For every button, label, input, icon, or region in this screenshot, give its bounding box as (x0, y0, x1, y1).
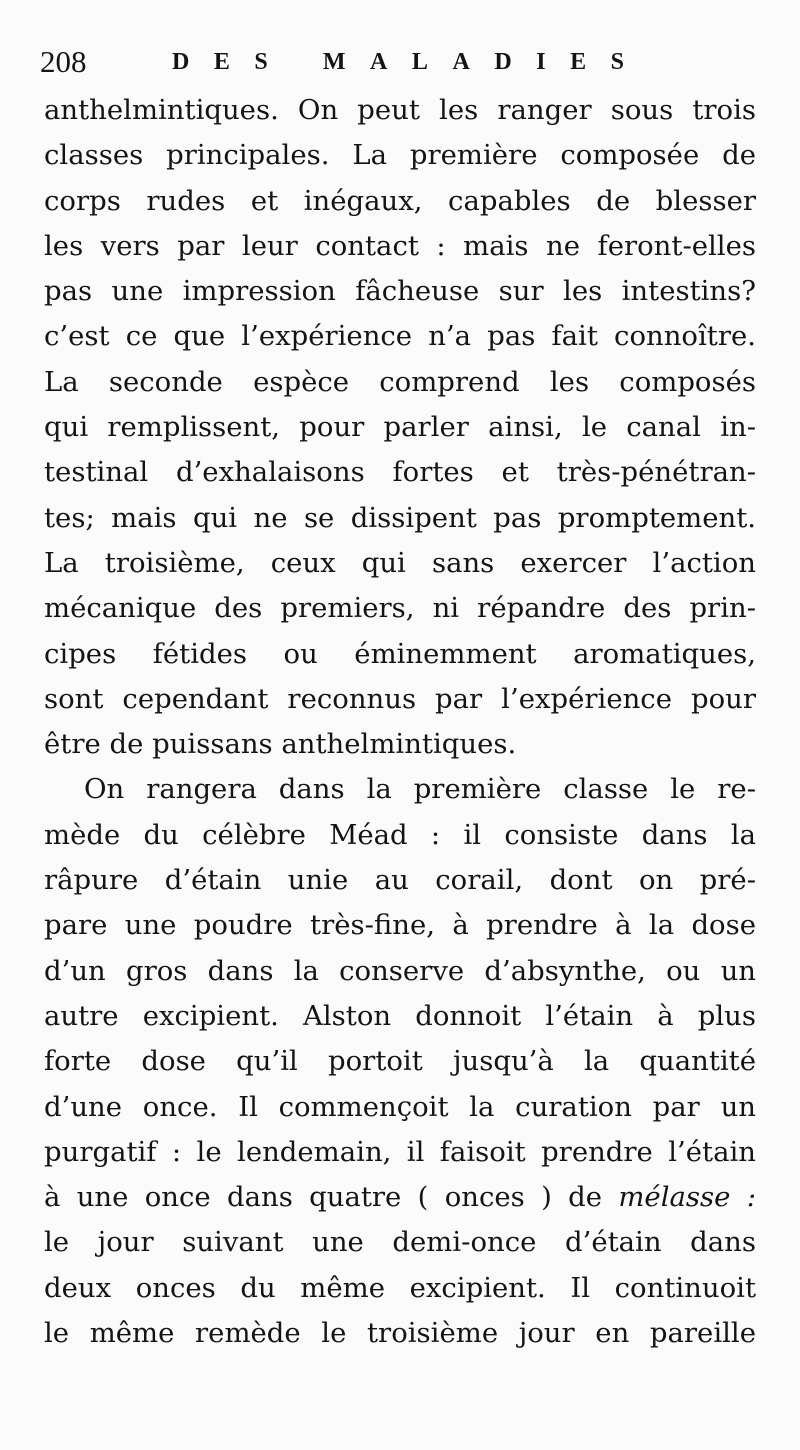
title-letter: D (494, 49, 512, 75)
text-line: La troisième, ceux qui sans exercer l’action (44, 546, 756, 579)
text-line: le même remède le troisième jour en pareille (44, 1317, 756, 1350)
text-line: d’une once. Il commençoit la curation par un (44, 1090, 756, 1123)
text-line: c’est ce que l’expérience n’a pas fait connoître. (44, 320, 756, 353)
paragraph-end-line: être de puissans anthelmintiques. (44, 728, 517, 761)
title-letter: S (610, 49, 624, 75)
text-line: autre excipient. Alston donnoit l’étain à plus (44, 999, 756, 1032)
text-line: cipes fétides ou éminemment aromatiques, (44, 637, 756, 670)
text-line: La seconde espèce comprend les composés (44, 365, 756, 398)
text-line: forte dose qu’il portoit jusqu’à la quantité (44, 1045, 756, 1078)
text-line: sont cependant reconnus par l’expérience pour (44, 682, 756, 715)
text-line: râpure d’étain unie au corail, dont on pré- (44, 864, 756, 897)
title-letter: D (172, 49, 190, 75)
title-letter: I (536, 49, 546, 75)
title-letter: L (411, 49, 428, 75)
page-header (40, 42, 624, 82)
text-line: mède du célèbre Méad : il consiste dans la (44, 818, 756, 851)
running-title (172, 42, 624, 82)
text-line: classes principales. La première composée de (44, 139, 756, 172)
text-line: le jour suivant une demi-once d’étain dans (44, 1226, 756, 1259)
text-line: qui remplissent, pour parler ainsi, le canal in- (44, 411, 756, 444)
text-line: pare une poudre très-fine, à prendre à la dose (44, 909, 756, 942)
text-line: testinal d’exhalaisons fortes et très-pénétran- (44, 456, 756, 489)
text-line: d’un gros dans la conserve d’absynthe, ou un (44, 954, 756, 987)
title-letter: A (452, 49, 470, 75)
text-line: pas une impression fâcheuse sur les intestins? (44, 275, 756, 308)
line-text: à une once dans quatre ( onces ) de (44, 1181, 603, 1214)
title-letter: A (370, 49, 388, 75)
title-letter: S (254, 49, 268, 75)
text-line: tes; mais qui ne se dissipent pas promptement. (44, 501, 756, 534)
text-line: deux onces du même excipient. Il continuoit (44, 1271, 756, 1304)
page-number: 208 (40, 44, 87, 79)
text-line: mécanique des premiers, ni répandre des prin- (44, 592, 756, 625)
title-letter: E (570, 49, 587, 75)
title-space (292, 42, 298, 82)
text-line-with-italic (44, 1175, 756, 1220)
body-text (44, 88, 756, 1356)
paragraph-first-line: On rangera dans la première classe le re- (84, 773, 756, 806)
italic-term: mélasse : (618, 1181, 756, 1214)
title-letter: E (213, 49, 230, 75)
text-line: les vers par leur contact : mais ne feront-elles (44, 229, 756, 262)
text-line: corps rudes et inégaux, capables de blesser (44, 184, 756, 217)
text-line: anthelmintiques. On peut les ranger sous trois (44, 94, 756, 126)
text-line: purgatif : le lendemain, il faisoit prendre l’étain (44, 1135, 756, 1168)
title-letter: M (322, 49, 346, 75)
